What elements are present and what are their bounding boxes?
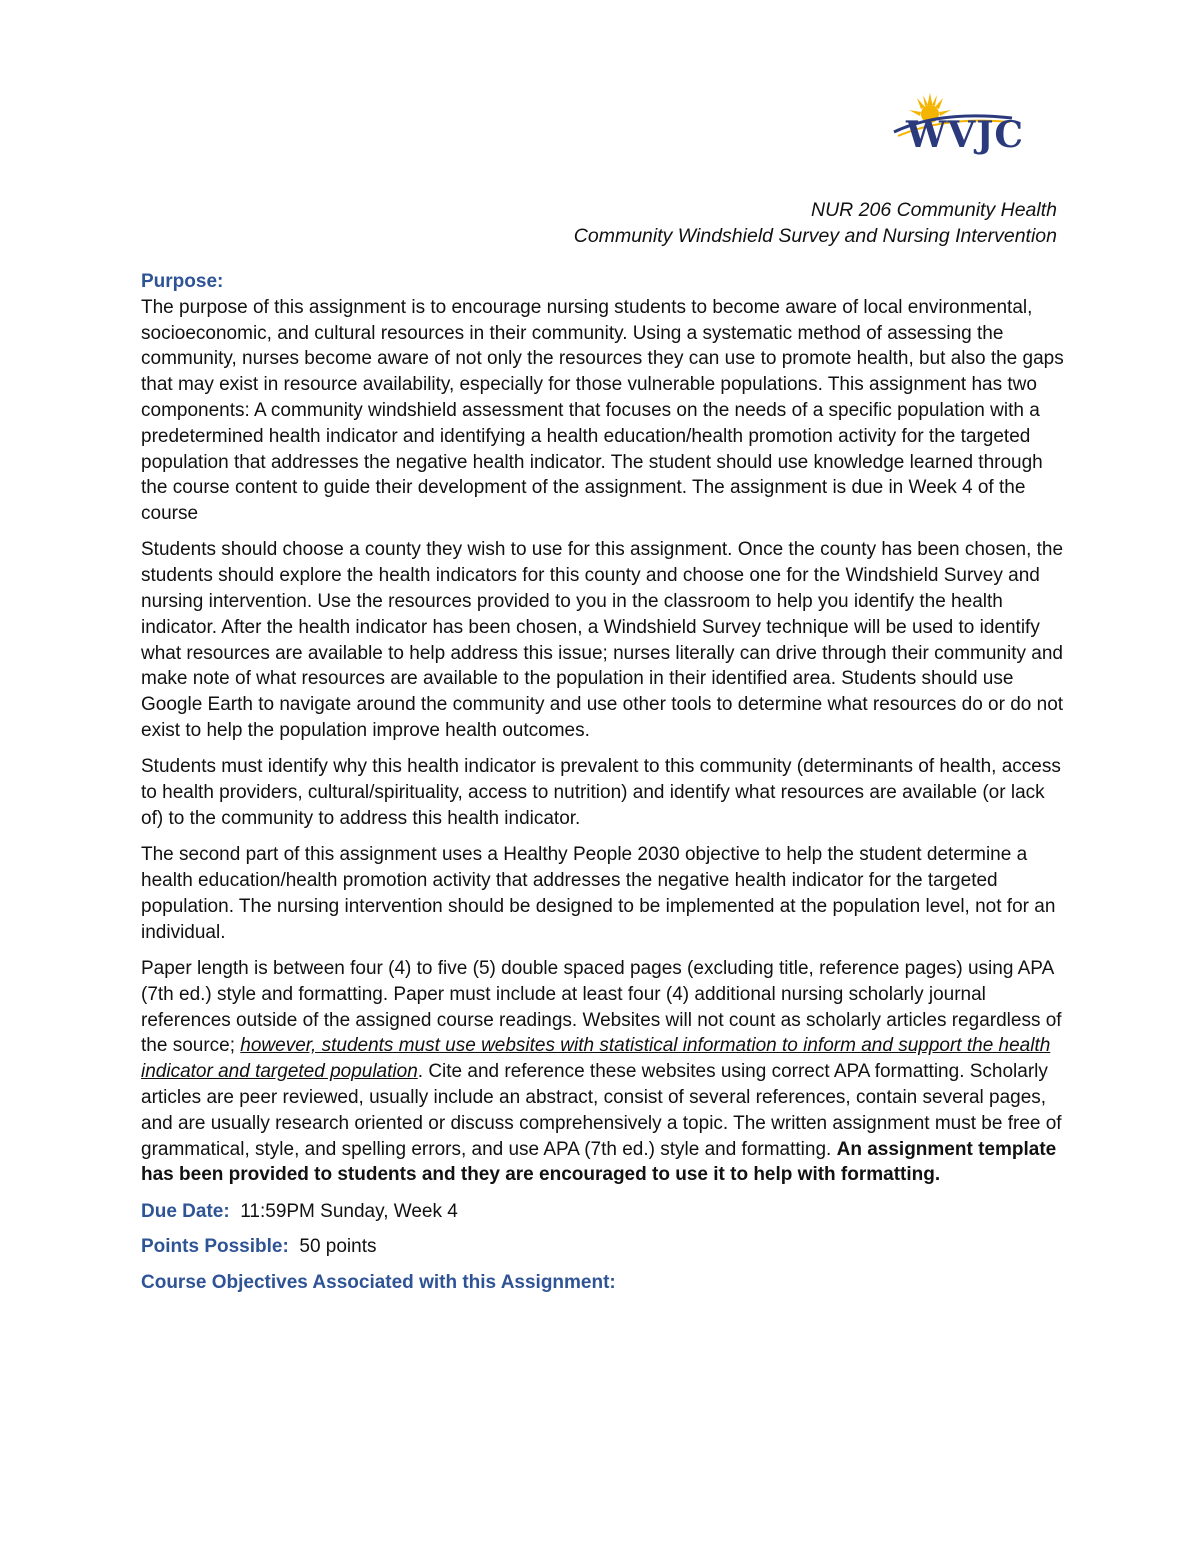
purpose-paragraph-5: [141, 956, 1066, 1188]
points-possible-line: [141, 1234, 1066, 1260]
document-body: [141, 269, 1066, 1296]
document-header: [574, 197, 1057, 249]
course-objectives-heading: Course Objectives Associated with this Assignment:: [141, 1272, 616, 1294]
citation-text: . Cite and reference these websites using correct APA formatting. Scholarly articles are peer reviewed, usually include an abstract, consist of several references, contain several pages, and are usually research oriented or discuss comprehensively a topic. The written assignment must be free of grammatical, style, and spelling errors, and use APA (7th ed.) style and formatting.: [141, 1061, 1062, 1160]
assignment-title: Community Windshield Survey and Nursing Intervention: [573, 225, 1057, 247]
wvjc-logo: [890, 92, 1025, 156]
points-possible-value: 50 points: [299, 1236, 377, 1258]
due-date-label: Due Date:: [141, 1200, 230, 1222]
purpose-paragraph-3: Students must identify why this health indicator is prevalent to this community (determinants of health, access to health providers, cultural/spirituality, access to nutrition) and identify what resources are available (or lack of) to the community to address this health indicator.: [141, 756, 1061, 829]
websites-requirement-text: however, students must use websites with statistical information to inform and support the health indicator and targeted population: [141, 1035, 1051, 1083]
purpose-paragraph-4: The second part of this assignment uses a Healthy People 2030 objective to help the student determine a health education/health promotion activity that addresses the negative health indicator for the targeted population. The nursing intervention should be designed to be implemented at the population level, not for an individual.: [141, 844, 1056, 943]
course-title: NUR 206 Community Health: [810, 199, 1057, 221]
due-date-line: [141, 1199, 1066, 1225]
purpose-paragraph-1: The purpose of this assignment is to encourage nursing students to become aware of local environmental, socioeconomic, and cultural resources in their community. Using a systematic method of assessing the community, nurses become aware of not only the resources they can use to promote health, but also the gaps that may exist in resource availability, especially for those vulnerable populations. This assignment has two components: A community windshield assessment that focuses on the needs of a specific population with a predetermined health indicator and identifying a health education/health promotion activity for the targeted population that addresses the negative health indicator. The student should use knowledge learned through the course content to guide their development of the assignment. The assignment is due in Week 4 of the course: [141, 296, 1064, 525]
paper-length-text: Paper length is between four (4) to five (5) double spaced pages (excluding title, reference pages) using APA (7th ed.) style and formatting. Paper must include at least four (4) additional nursing scholarly journal references outside of the assigned course readings. Websites will not count as scholarly articles regardless of the source;: [141, 957, 1062, 1057]
purpose-heading: Purpose:: [141, 271, 224, 292]
purpose-paragraph-2: Students should choose a county they wish to use for this assignment. Once the county has been chosen, the students should explore the health indicators for this county and choose one for the Windshield Survey and nursing intervention. Use the resources provided to you in the classroom to help you identify the health indicator. After the health indicator has been chosen, a Windshield Survey technique will be used to identify what resources are available to help address this issue; nurses literally can drive through their community and make note of what resources are available to the population in their identified area. Students should use Google Earth to navigate around the community and use other tools to determine what resources do or do not exist to help the population improve health outcomes.: [141, 539, 1064, 742]
due-date-value: 11:59PM Sunday, Week 4: [240, 1200, 458, 1222]
template-note-text: An assignment template has been provided to students and they are encouraged to use it to help with formatting.: [141, 1138, 1057, 1186]
logo-wordmark: WVJC: [906, 114, 1025, 156]
points-possible-label: Points Possible:: [141, 1236, 289, 1258]
